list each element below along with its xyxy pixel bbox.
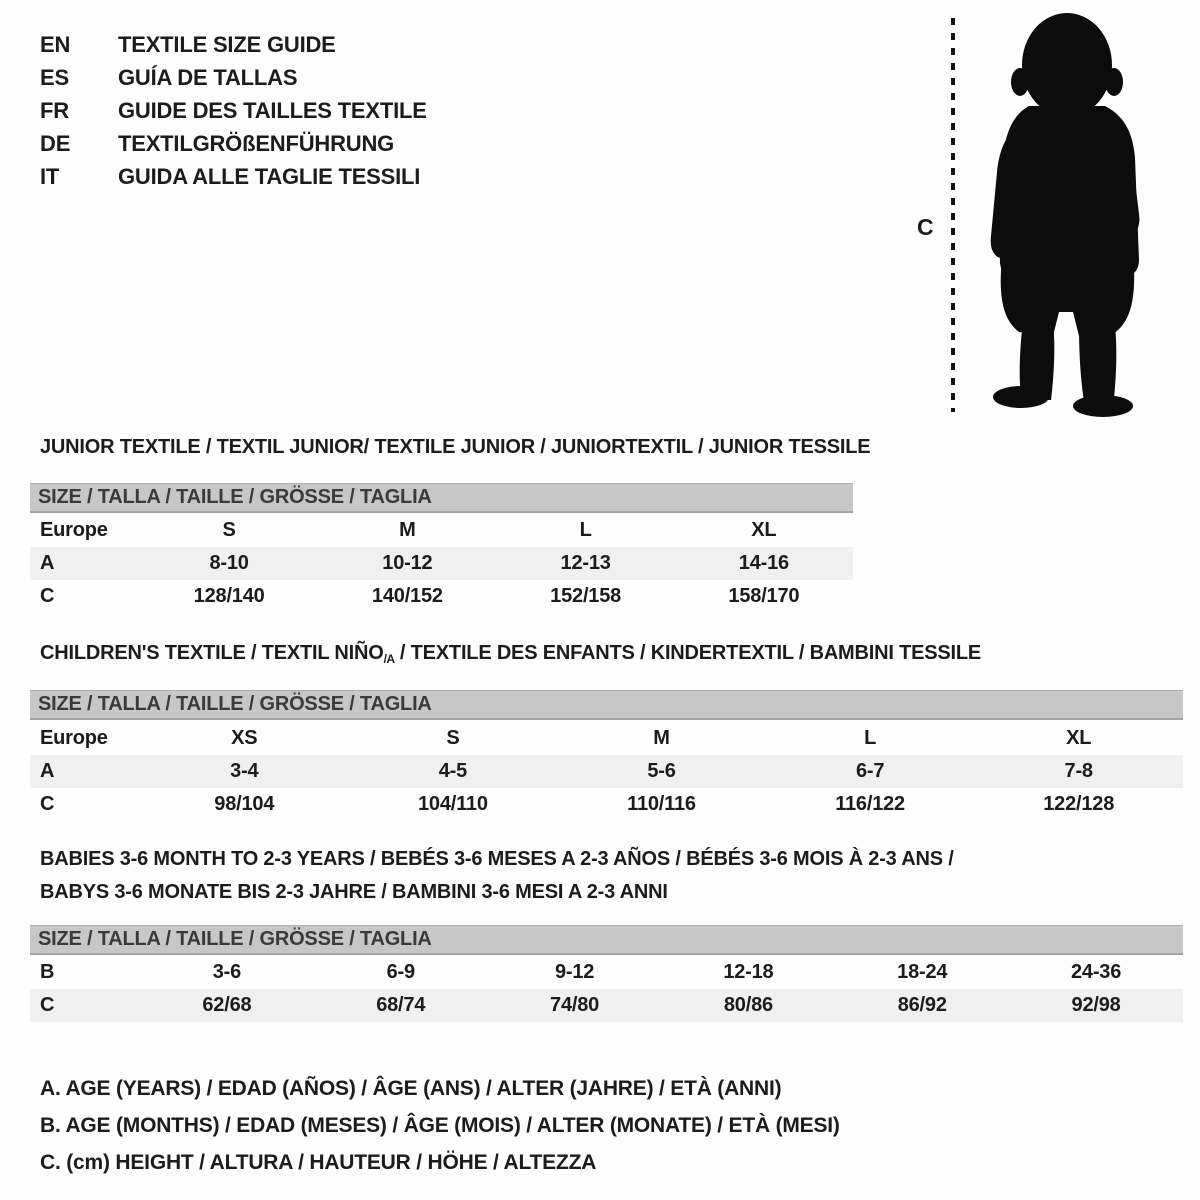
table-cell: 80/86 — [723, 994, 773, 1016]
table-cell: 8-10 — [209, 552, 249, 574]
table-cell: 12-18 — [723, 961, 774, 983]
table-cell: 12-13 — [560, 552, 611, 574]
table-cell: 10-12 — [382, 552, 433, 574]
table-row — [30, 722, 1183, 755]
table-cell: 140/152 — [371, 585, 443, 607]
table-cell: 158/170 — [728, 585, 800, 607]
table-row — [30, 547, 853, 580]
babies-size-table — [30, 956, 1183, 1022]
table-cell: 24-36 — [1070, 961, 1122, 983]
legend-line-c: C. (cm) HEIGHT / ALTURA / HAUTEUR / HÖHE / ALTEZZA — [40, 1151, 597, 1174]
size-column-header: S — [446, 727, 460, 749]
table-cell: 122/128 — [1043, 793, 1115, 815]
table-cell: 98/104 — [214, 793, 275, 815]
language-title: GUIDE DES TAILLES TEXTILE — [118, 97, 427, 123]
language-code: DE — [40, 130, 71, 156]
table-cell: 3-4 — [230, 760, 259, 782]
table-cell: 74/80 — [550, 994, 600, 1016]
language-code: FR — [40, 97, 69, 123]
size-column-header: XS — [231, 727, 258, 749]
size-column-header: XL — [751, 519, 777, 541]
size-header-bar: SIZE / TALLA / TAILLE / GRÖSSE / TAGLIA — [30, 925, 1183, 955]
figure-height-label: C — [917, 214, 934, 240]
language-row — [40, 160, 427, 193]
table-cell: 86/92 — [897, 994, 947, 1016]
table-cell: 3-6 — [212, 961, 242, 983]
table-row — [30, 788, 1183, 821]
size-column-header: M — [653, 727, 670, 749]
size-column-header: M — [399, 519, 416, 541]
table-row — [30, 580, 853, 613]
size-header-bar: SIZE / TALLA / TAILLE / GRÖSSE / TAGLIA — [30, 483, 853, 513]
section-title: JUNIOR TEXTILE / TEXTIL JUNIOR/ TEXTILE JUNIOR / JUNIORTEXTIL / JUNIOR TESSILE — [40, 436, 871, 458]
table-cell: 92/98 — [1071, 994, 1121, 1016]
table-cell: 68/74 — [376, 994, 426, 1016]
table-cell: 18-24 — [897, 961, 948, 983]
row-label: C — [40, 994, 55, 1016]
measurement-legend — [40, 1070, 840, 1181]
children-size-table — [30, 722, 1183, 821]
table-cell: 6-9 — [386, 961, 415, 983]
table-cell: 62/68 — [202, 994, 252, 1016]
language-row — [40, 28, 427, 61]
size-figure — [905, 6, 1195, 420]
table-cell: 116/122 — [835, 793, 905, 815]
section-title-line1: BABIES 3-6 MONTH TO 2-3 YEARS / BEBÉS 3-6 MESES A 2-3 AÑOS / BÉBÉS 3-6 MOIS À 2-3 ANS / — [40, 848, 954, 870]
table-row — [30, 755, 1183, 788]
table-cell: 9-12 — [554, 961, 595, 983]
row-label: Europe — [40, 727, 108, 749]
legend-line-b: B. AGE (MONTHS) / EDAD (MESES) / ÂGE (MOIS) / ALTER (MONATE) / ETÀ (MESI) — [40, 1114, 840, 1137]
language-row — [40, 94, 427, 127]
table-cell: 110/116 — [627, 793, 696, 815]
table-row — [30, 989, 1183, 1022]
row-label: A — [40, 760, 55, 782]
language-code: ES — [40, 64, 69, 90]
row-label: Europe — [40, 519, 108, 541]
section-title-line2: BABYS 3-6 MONATE BIS 2-3 JAHRE / BAMBINI 3-6 MESI A 2-3 ANNI — [40, 881, 668, 903]
table-cell: 5-6 — [647, 760, 676, 782]
row-label: C — [40, 585, 55, 607]
table-cell: 14-16 — [738, 552, 789, 574]
section-title-text: / TEXTILE DES ENFANTS / KINDERTEXTIL / BAMBINI TESSILE — [394, 642, 982, 664]
table-cell: 7-8 — [1064, 760, 1093, 782]
junior-size-table — [30, 514, 853, 613]
table-cell: 128/140 — [193, 585, 265, 607]
table-cell: 4-5 — [438, 760, 468, 782]
language-title: GUIDA ALLE TAGLIE TESSILI — [118, 163, 421, 189]
row-label: A — [40, 552, 55, 574]
table-row — [30, 514, 853, 547]
language-row — [40, 127, 427, 160]
toddler-silhouette-image — [905, 6, 1195, 420]
table-row — [30, 956, 1183, 989]
section-title-text: CHILDREN'S TEXTILE / TEXTIL NIÑO — [40, 642, 384, 664]
size-column-header: S — [222, 519, 236, 541]
language-title: GUÍA DE TALLAS — [118, 64, 298, 90]
legend-line-a: A. AGE (YEARS) / EDAD (AÑOS) / ÂGE (ANS) / ALTER (JAHRE) / ETÀ (ANNI) — [40, 1077, 782, 1100]
table-cell: 152/158 — [550, 585, 622, 607]
language-title: TEXTILE SIZE GUIDE — [118, 31, 336, 57]
section-title — [40, 642, 981, 666]
row-label: C — [40, 793, 55, 815]
size-header-bar: SIZE / TALLA / TAILLE / GRÖSSE / TAGLIA — [30, 690, 1183, 720]
section-title-subscript: /A — [383, 652, 395, 666]
table-cell: 6-7 — [855, 760, 885, 782]
row-label: B — [40, 961, 55, 983]
size-column-header: L — [864, 727, 877, 749]
language-code: IT — [40, 163, 60, 189]
size-column-header: L — [579, 519, 592, 541]
language-list — [40, 28, 427, 193]
language-row — [40, 61, 427, 94]
size-column-header: XL — [1066, 727, 1092, 749]
toddler-silhouette-shape — [991, 13, 1140, 417]
language-code: EN — [40, 31, 71, 57]
table-cell: 104/110 — [417, 793, 488, 815]
language-title: TEXTILGRÖßENFÜHRUNG — [118, 130, 395, 156]
